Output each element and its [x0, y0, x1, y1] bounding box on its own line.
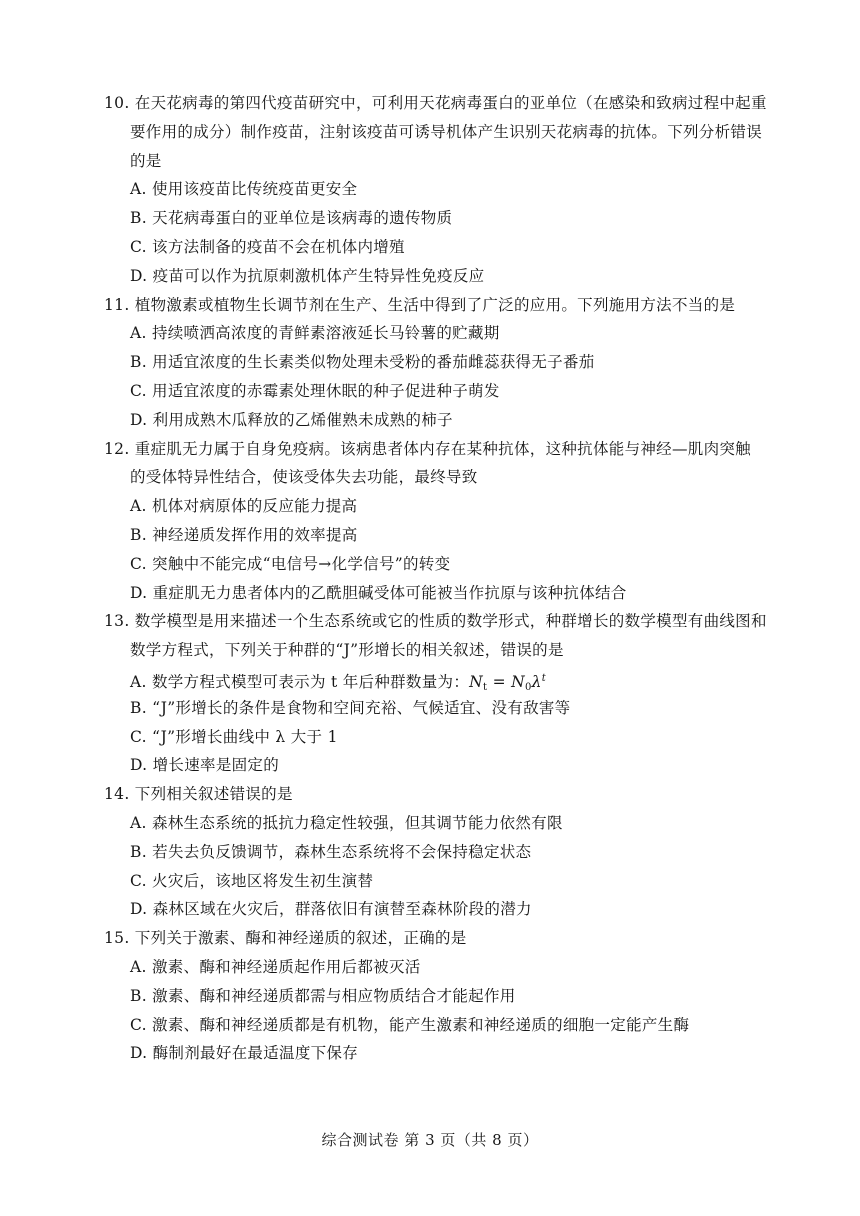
question-10 [104, 89, 794, 291]
option-a: A. 森林生态系统的抵抗力稳定性较强，但其调节能力依然有限 [130, 813, 563, 832]
option-a: A. 使用该疫苗比传统疫苗更安全 [130, 180, 358, 199]
option-d: D. 酶制剂最好在最适温度下保存 [130, 1044, 359, 1063]
question-13 [104, 607, 794, 780]
option-d: D. 增长速率是固定的 [130, 756, 280, 775]
question-12 [104, 435, 794, 608]
question-stem-line: 12. 重症肌无力属于自身免疫病。该病患者体内存在某种抗体，这种抗体能与神经—肌肉突触 [104, 439, 751, 458]
formula [469, 673, 546, 691]
formula-sub-t: t [483, 681, 488, 693]
option-b: B. “J”形增长的条件是食物和空间充裕、气候适宜、没有敌害等 [130, 698, 571, 717]
option-b: B. 天花病毒蛋白的亚单位是该病毒的遗传物质 [130, 209, 453, 228]
formula-n: N [469, 672, 484, 691]
option-a [104, 665, 794, 694]
question-stem-line: 15. 下列关于激素、酶和神经递质的叙述，正确的是 [104, 929, 467, 948]
question-11 [104, 291, 794, 435]
question-list [104, 89, 794, 1068]
option-d: D. 森林区域在火灾后，群落依旧有演替至森林阶段的潜力 [130, 900, 532, 919]
option-a: A. 激素、酶和神经递质起作用后都被灭活 [130, 957, 421, 976]
question-stem-line: 10. 在天花病毒的第四代疫苗研究中，可利用天花病毒蛋白的亚单位（在感染和致病过程中起重 [104, 94, 767, 112]
question-stem-line: 的是 [130, 151, 162, 170]
question-stem-line: 11. 植物激素或植物生长调节剂在生产、生活中得到了广泛的应用。下列施用方法不当的是 [104, 295, 736, 314]
question-15 [104, 924, 794, 1068]
option-b: B. 若失去负反馈调节，森林生态系统将不会保持稳定状态 [130, 842, 532, 861]
question-stem-line: 13. 数学模型是用来描述一个生态系统或它的性质的数学形式，种群增长的数学模型有曲线图和 [104, 612, 767, 631]
option-c: C. 激素、酶和神经递质都是有机物，能产生激素和神经递质的细胞一定能产生酶 [130, 1015, 690, 1034]
page-footer: 综合测试卷 第 3 页（共 8 页） [321, 1131, 539, 1149]
formula-equals: = [487, 672, 512, 691]
option-c: C. 火灾后，该地区将发生初生演替 [130, 871, 374, 890]
question-stem-line: 要作用的成分）制作疫苗，注射该疫苗可诱导机体产生识别天花病毒的抗体。下列分析错误 [130, 122, 763, 141]
question-stem-line: 数学方程式，下列关于种群的“J”形增长的相关叙述，错误的是 [130, 641, 564, 660]
formula-lambda: λ [531, 672, 542, 691]
option-a-text: A. 数学方程式模型可表示为 t 年后种群数量为： [130, 672, 470, 691]
option-c: C. 该方法制备的疫苗不会在机体内增殖 [130, 237, 405, 256]
question-stem-line: 的受体特异性结合，使该受体失去功能，最终导致 [130, 468, 478, 487]
option-c: C. 突触中不能完成“电信号→化学信号”的转变 [130, 554, 451, 573]
formula-n0: N [511, 672, 525, 691]
option-c: C. 用适宜浓度的赤霉素处理休眠的种子促进种子萌发 [130, 381, 500, 400]
option-b: B. 用适宜浓度的生长素类似物处理未受粉的番茄雌蕊获得无子番茄 [130, 353, 595, 372]
formula-sub-zero: 0 [524, 681, 532, 693]
option-a: A. 机体对病原体的反应能力提高 [130, 497, 358, 516]
option-b: B. 神经递质发挥作用的效率提高 [130, 525, 358, 544]
option-d: D. 疫苗可以作为抗原刺激机体产生特异性免疫反应 [130, 266, 485, 285]
option-d: D. 重症肌无力患者体内的乙酰胆碱受体可能被当作抗原与该种抗体结合 [130, 583, 627, 602]
option-c: C. “J”形增长曲线中 λ 大于 1 [130, 727, 338, 746]
option-b: B. 激素、酶和神经递质都需与相应物质结合才能起作用 [130, 986, 516, 1005]
formula-exponent: t [541, 672, 547, 684]
option-a: A. 持续喷洒高浓度的青鲜素溶液延长马铃薯的贮藏期 [130, 324, 500, 343]
option-d: D. 利用成熟木瓜释放的乙烯催熟未成熟的柿子 [130, 410, 453, 429]
question-14 [104, 780, 794, 924]
question-stem-line: 14. 下列相关叙述错误的是 [104, 785, 293, 804]
